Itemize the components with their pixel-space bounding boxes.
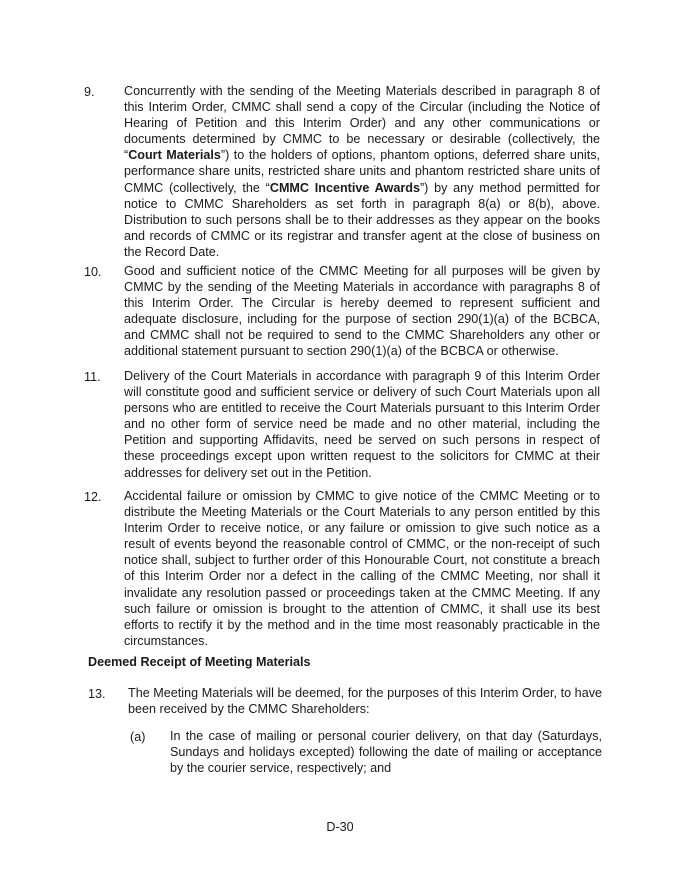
paragraph-13-number: 13. bbox=[88, 687, 106, 701]
paragraph-9-bold-incentive-awards: CMMC Incentive Awards bbox=[269, 180, 420, 195]
paragraph-10-number: 10. bbox=[84, 265, 102, 279]
paragraph-12-number: 12. bbox=[84, 490, 102, 504]
paragraph-12: Accidental failure or omission by CMMC to give notice of the CMMC Meeting or to distribute the Meeting Materials or the Court Materials to any person entitled by this Interim Order to receive notice, or any failure or omission to give such notice as a result of events beyond the reasonable control of CMMC, or the non-receipt of such notice shall, subject to further order of this Honourable Court, not constitute a breach of this Interim Order nor a defect in the calling of the CMMC Meeting, nor shall it invalidate any resolution passed or proceedings taken at the CMMC Meeting. If any such failure or omission is brought to the attention of CMMC, it shall use its best efforts to rectify it by the method and in the time most reasonably practicable in the circumstances. bbox=[124, 489, 600, 648]
paragraph-13: The Meeting Materials will be deemed, for the purposes of this Interim Order, to have been received by the CMMC Shareholders: bbox=[128, 686, 602, 717]
section-heading: Deemed Receipt of Meeting Materials bbox=[88, 655, 311, 669]
paragraph-11: Delivery of the Court Materials in accordance with paragraph 9 of this Interim Order will constitute good and sufficient service or delivery of such Court Materials upon all persons who are entitled to receive the Court Materials pursuant to this Interim Order and no other form of service need be made and no other material, including the Petition and supporting Affidavits, need be served on such persons in respect of these proceedings except upon written request to the solicitors for CMMC at their addresses for delivery set out in the Petition. bbox=[124, 369, 600, 480]
paragraph-13a-number: (a) bbox=[130, 730, 146, 744]
paragraph-11-number: 11. bbox=[84, 370, 101, 384]
paragraph-9-number: 9. bbox=[84, 85, 95, 99]
page-number: D-30 bbox=[326, 820, 354, 834]
paragraph-9-text-2: ”) to the holders of options, phantom options, deferred share units, performance share units, restricted share units and phantom restricted share units of CMMC (collectively, the “ bbox=[124, 148, 600, 195]
paragraph-10: Good and sufficient notice of the CMMC Meeting for all purposes will be given by CMMC by the sending of the Meeting Materials in accordance with paragraphs 8 of this Interim Order. The Circular is hereby deemed to represent sufficient and adequate disclosure, including for the purpose of section 290(1)(a) of the BCBCA, and CMMC shall not be required to send to the CMMC Shareholders any other or additional statement pursuant to section 290(1)(a) of the BCBCA or otherwise. bbox=[124, 264, 600, 359]
paragraph-9-bold-court-materials: Court Materials bbox=[128, 148, 221, 163]
paragraph-9 bbox=[124, 83, 600, 260]
paragraph-9-text-1: Concurrently with the sending of the Meeting Materials described in paragraph 8 of this Interim Order, CMMC shall send a copy of the Circular (including the Notice of Hearing of Petition and this Interim Order) and any other communications or documents determined by CMMC to be necessary or desirable (collectively, the “ bbox=[124, 84, 600, 163]
paragraph-9-text-3: ”) by any method permitted for notice to CMMC Shareholders as set forth in paragraph 8(a) or 8(b), above. Distribution to such persons shall be to their addresses as they appear on the books and records of CMMC or its registrar and transfer agent at the close of business on the Record Date. bbox=[124, 180, 600, 259]
paragraph-13a: In the case of mailing or personal courier delivery, on that day (Saturdays, Sundays and holidays excepted) following the date of mailing or acceptance by the courier service, respectively; and bbox=[170, 729, 602, 776]
